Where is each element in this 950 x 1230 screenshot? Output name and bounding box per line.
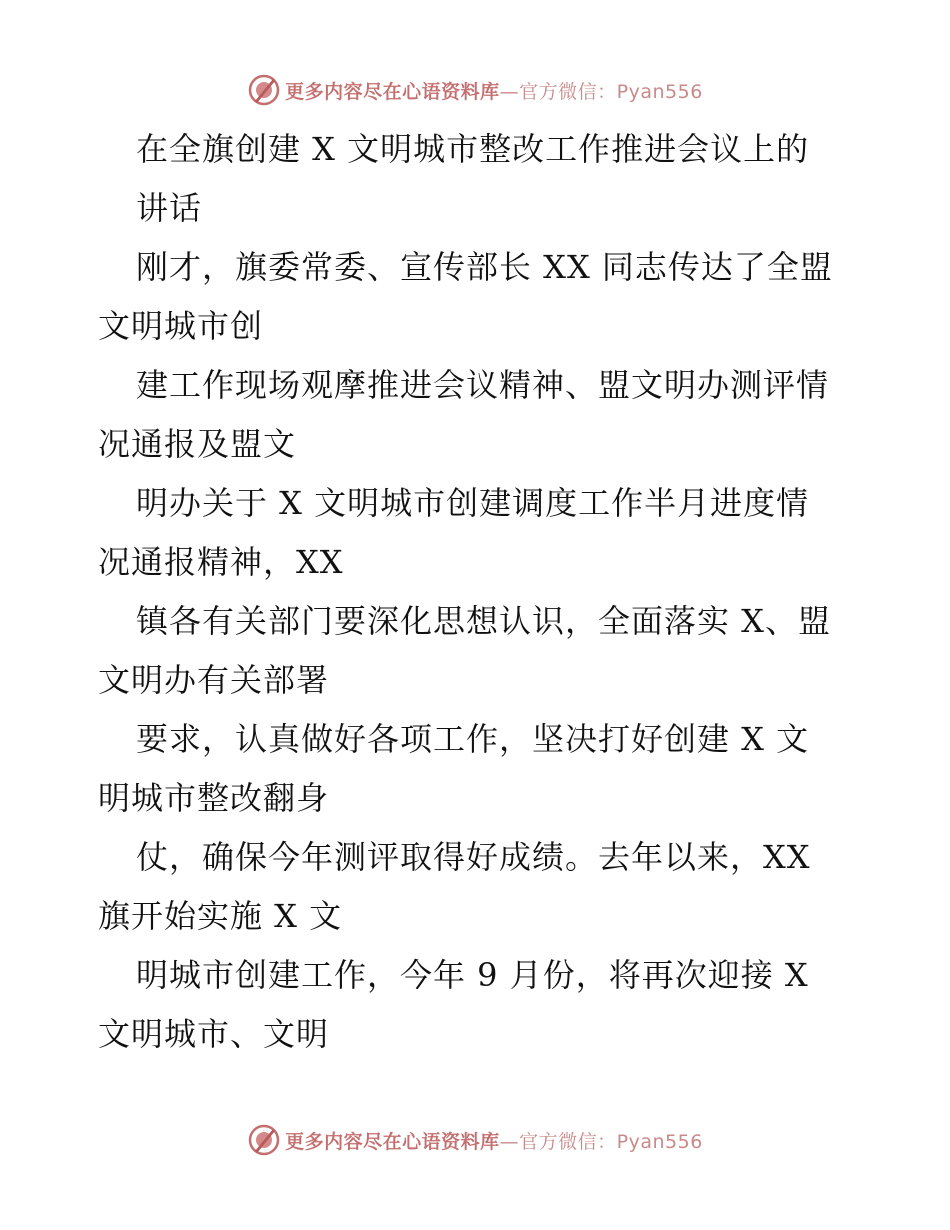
paragraph-line: 明城市整改翻身 (98, 779, 330, 817)
banner-wechat-text: —官方微信：Pyan556 (499, 1130, 703, 1153)
paragraph-line: 仗，确保今年测评取得好成绩。去年以来，XX (136, 838, 811, 876)
header-watermark-banner (0, 70, 950, 110)
footer-watermark-banner (0, 1120, 950, 1160)
paragraph-line: 文明城市创 (98, 307, 264, 345)
banner-lead-text: 更多内容尽在心语资料库 (285, 1130, 500, 1153)
title-line-1: 在全旗创建 X 文明城市整改工作推进会议上的 (136, 130, 810, 168)
banner-lead-text: 更多内容尽在心语资料库 (285, 80, 500, 103)
title-line-2: 讲话 (136, 189, 203, 227)
pen-circle-logo-icon (247, 1123, 281, 1157)
paragraph-line: 旗开始实施 X 文 (98, 897, 343, 935)
paragraph-line: 文明办有关部署 (98, 661, 330, 699)
paragraph-line: 要求，认真做好各项工作，坚决打好创建 X 文 (136, 720, 810, 758)
paragraph-line: 镇各有关部门要深化思想认识，全面落实 X、盟 (136, 602, 831, 640)
paragraph-line: 况通报及盟文 (98, 425, 297, 463)
paragraph-line: 明办关于 X 文明城市创建调度工作半月进度情 (136, 484, 810, 522)
pen-circle-logo-icon (247, 73, 281, 107)
banner-wechat-text: —官方微信：Pyan556 (499, 80, 703, 103)
paragraph-line: 明城市创建工作，今年 9 月份，将再次迎接 X (136, 956, 809, 994)
document-body (98, 120, 858, 1064)
paragraph-line: 刚才，旗委常委、宣传部长 XX 同志传达了全盟 (136, 248, 833, 286)
paragraph-line: 文明城市、文明 (98, 1015, 330, 1053)
paragraph-line: 况通报精神，XX (98, 543, 344, 581)
paragraph-line: 建工作现场观摩推进会议精神、盟文明办测评情 (136, 366, 830, 404)
